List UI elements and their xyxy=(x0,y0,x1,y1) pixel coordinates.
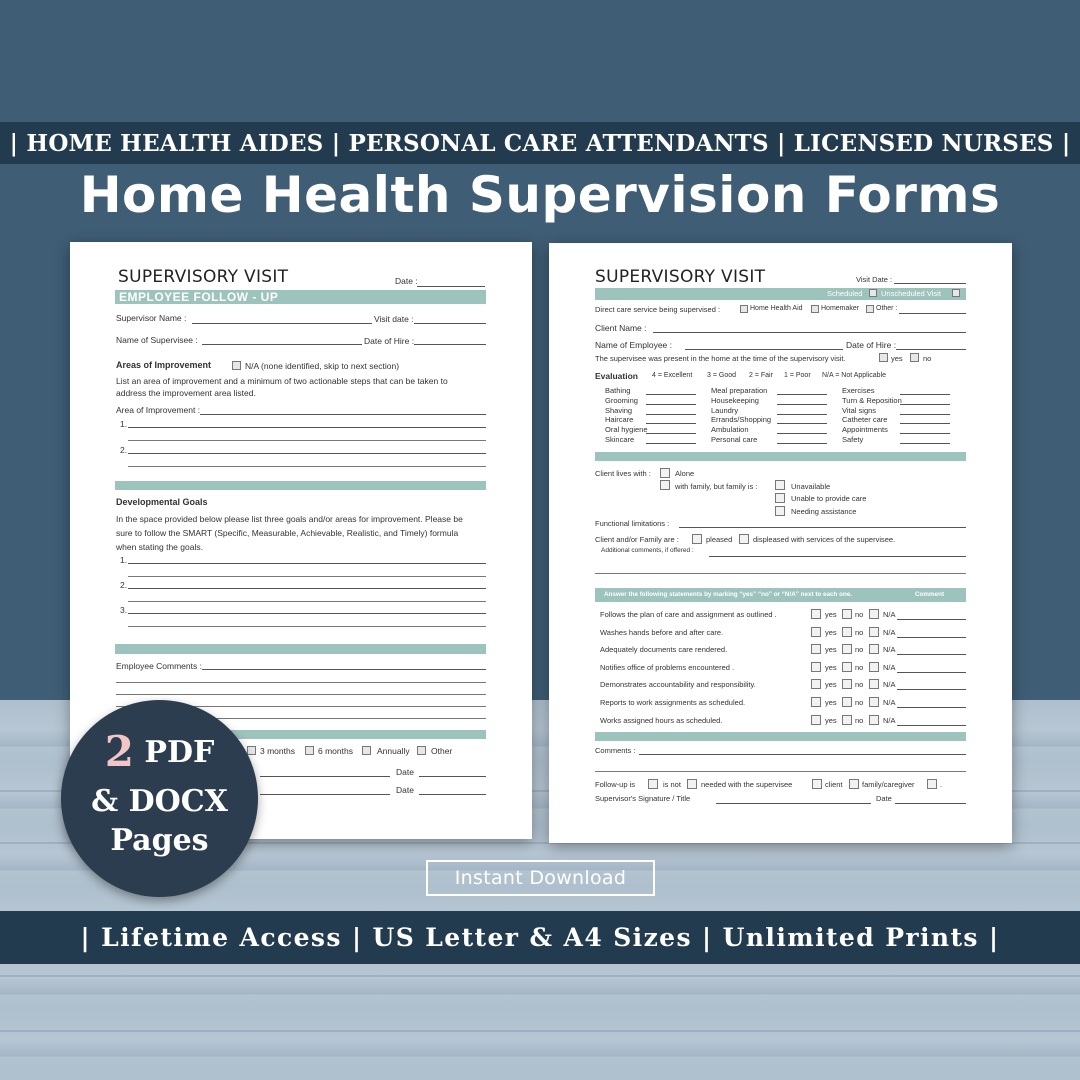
statement-comment-field[interactable] xyxy=(897,689,966,690)
badge-line-2: & DOCX xyxy=(91,784,228,819)
evaluation-item: Personal care xyxy=(711,435,758,444)
evaluation-rating-field[interactable] xyxy=(777,423,827,424)
evaluation-heading: Evaluation xyxy=(595,371,638,381)
date-hire-field[interactable] xyxy=(896,349,966,350)
hha-label: Home Health Aid xyxy=(750,305,803,312)
evaluation-rating-field[interactable] xyxy=(646,423,696,424)
present-no-label: no xyxy=(923,354,932,363)
goal-1-field[interactable] xyxy=(128,563,486,564)
band-title: EMPLOYEE FOLLOW - UP xyxy=(119,290,279,304)
additional-field[interactable] xyxy=(709,556,966,557)
areas-na-label: N/A (none identified, skip to next section) xyxy=(245,361,400,371)
other-field[interactable] xyxy=(899,313,966,314)
areas-instructions: address the improvement area listed. xyxy=(116,388,256,398)
badge-pdf: PDF xyxy=(144,735,215,770)
visit-date-label: Visit Date : xyxy=(856,275,893,284)
statement-text: Washes hands before and after care. xyxy=(600,627,724,637)
statement-no-checkbox[interactable] xyxy=(842,609,852,619)
statement-na-checkbox[interactable] xyxy=(869,697,879,707)
client-name-field[interactable] xyxy=(653,332,966,333)
area-step-1-field[interactable] xyxy=(128,427,486,428)
needed-label: needed with the supervisee xyxy=(701,780,793,789)
followup-label: Follow-up is xyxy=(595,780,636,789)
evaluation-rating-field[interactable] xyxy=(646,394,696,395)
statement-na-checkbox[interactable] xyxy=(869,715,879,725)
statement-comment-field[interactable] xyxy=(897,672,966,673)
freq-3-months-label: 3 months xyxy=(260,746,295,756)
hha-checkbox[interactable] xyxy=(740,305,748,313)
additional-line[interactable] xyxy=(595,573,966,574)
date-field[interactable] xyxy=(417,286,485,287)
date-label: Date : xyxy=(395,276,418,286)
evaluation-item: Housekeeping xyxy=(711,395,759,405)
statement-na-label: N/A xyxy=(883,715,896,725)
item-number: 1. xyxy=(120,419,128,429)
evaluation-rating-field[interactable] xyxy=(777,433,827,434)
bottom-banner-text: | Lifetime Access | US Letter & A4 Sizes | Unlimited Prints | xyxy=(80,923,1000,952)
is-not-checkbox[interactable] xyxy=(687,779,697,789)
divider-band xyxy=(115,481,486,490)
statement-no-checkbox[interactable] xyxy=(842,679,852,689)
statement-text: Reports to work assignments as scheduled. xyxy=(600,698,746,707)
statement-no-label: no xyxy=(855,627,864,637)
freq-other-checkbox[interactable] xyxy=(417,746,426,755)
statement-yes-checkbox[interactable] xyxy=(811,679,821,689)
alone-label: Alone xyxy=(675,469,695,478)
additional-label: Additional comments, if offered : xyxy=(601,547,694,554)
statement-text: Works assigned hours as scheduled. xyxy=(600,715,723,725)
other-checkbox[interactable] xyxy=(866,305,874,313)
followup-is-checkbox[interactable] xyxy=(648,779,658,789)
pleased-label: pleased xyxy=(706,535,733,544)
unavailable-checkbox[interactable] xyxy=(775,480,785,490)
date-hire-label: Date of Hire : xyxy=(846,340,897,350)
headline: Home Health Supervision Forms xyxy=(79,166,1001,224)
scheduled-label: Scheduled xyxy=(827,289,863,298)
supervisor-name-field[interactable] xyxy=(192,323,372,324)
comment-header: Comment xyxy=(915,591,945,598)
item-number: 2. xyxy=(120,445,128,455)
date-label: Date xyxy=(396,767,414,777)
evaluation-item: Bathing xyxy=(605,386,631,395)
with-family-label: with family, but family is : xyxy=(675,482,758,491)
scale-excellent: 4 = Excellent xyxy=(652,372,693,379)
statement-yes-label: yes xyxy=(825,680,837,690)
statement-comment-field[interactable] xyxy=(897,637,966,638)
evaluation-rating-field[interactable] xyxy=(646,414,696,415)
signature-field[interactable] xyxy=(260,776,390,777)
date-hire-label: Date of Hire : xyxy=(364,336,415,346)
evaluation-item: Safety xyxy=(842,435,864,444)
goal-3-line[interactable] xyxy=(128,626,486,627)
date-label: Date xyxy=(876,794,892,803)
dev-instructions: In the space provided below please list three goals and/or areas for improvement. Please be xyxy=(116,514,463,524)
other-label: Other : xyxy=(876,305,898,312)
goal-2-line[interactable] xyxy=(128,601,486,602)
needing-checkbox[interactable] xyxy=(775,506,785,516)
freq-annually-checkbox[interactable] xyxy=(362,746,371,755)
scale-fair: 2 = Fair xyxy=(749,372,773,379)
statement-comment-field[interactable] xyxy=(897,725,966,726)
evaluation-item: Errands/Shopping xyxy=(711,415,772,425)
evaluation-rating-field[interactable] xyxy=(900,404,950,405)
top-banner xyxy=(0,122,1080,164)
client-label: client xyxy=(825,780,843,789)
freq-6-months-label: 6 months xyxy=(318,746,353,756)
wood-plank-line xyxy=(0,1030,1080,1032)
present-yes-checkbox[interactable] xyxy=(879,353,888,362)
area-step-2-line[interactable] xyxy=(128,466,486,467)
dev-goals-heading: Developmental Goals xyxy=(116,497,208,507)
family-label: family/caregiver xyxy=(862,780,915,789)
date-field[interactable] xyxy=(419,776,486,777)
statement-na-checkbox[interactable] xyxy=(869,609,879,619)
employee-name-field[interactable] xyxy=(685,349,843,350)
scale-good: 3 = Good xyxy=(707,372,736,379)
area-step-2-field[interactable] xyxy=(128,453,486,454)
dev-instructions: sure to follow the SMART (Specific, Measurable, Achievable, Realistic, and Timely) formula xyxy=(116,528,459,538)
areas-instructions: List an area of improvement and a minimum of two actionable steps that can be taken to xyxy=(116,376,448,386)
statement-text: Demonstrates accountability and responsibility. xyxy=(600,680,756,690)
supervisee-name-field[interactable] xyxy=(202,344,362,345)
item-number: 3. xyxy=(120,605,128,615)
statement-no-checkbox[interactable] xyxy=(842,715,852,725)
statement-na-label: N/A xyxy=(883,645,896,655)
signature-field[interactable] xyxy=(260,794,390,795)
statement-no-label: no xyxy=(855,645,864,655)
unavailable-label: Unavailable xyxy=(791,482,831,491)
statement-text: Notifies office of problems encountered . xyxy=(600,662,735,672)
date-field[interactable] xyxy=(419,794,486,795)
evaluation-rating-field[interactable] xyxy=(646,443,696,444)
evaluation-item: Appointments xyxy=(842,425,888,435)
displeased-checkbox[interactable] xyxy=(739,534,749,544)
statement-yes-checkbox[interactable] xyxy=(811,627,821,637)
evaluation-item: Laundry xyxy=(711,405,739,415)
scheduled-checkbox[interactable] xyxy=(869,289,877,297)
goal-1-line[interactable] xyxy=(128,576,486,577)
evaluation-item: Grooming xyxy=(605,395,638,405)
employee-comments-label: Employee Comments : xyxy=(116,661,202,671)
statement-na-checkbox[interactable] xyxy=(869,662,879,672)
statement-comment-field[interactable] xyxy=(897,619,966,620)
evaluation-item: Haircare xyxy=(605,415,634,425)
date-field[interactable] xyxy=(895,803,966,804)
alone-checkbox[interactable] xyxy=(660,468,670,478)
evaluation-item: Vital signs xyxy=(842,405,877,415)
statement-na-label: N/A xyxy=(883,627,896,637)
section-band xyxy=(115,290,486,304)
divider-band xyxy=(595,452,966,461)
statement-no-checkbox[interactable] xyxy=(842,662,852,672)
present-yes-label: yes xyxy=(891,354,903,363)
statement-text: Follows the plan of care and assignment as outlined . xyxy=(600,610,777,619)
area-field[interactable] xyxy=(200,414,486,415)
statement-yes-checkbox[interactable] xyxy=(811,644,821,654)
visit-date-field[interactable] xyxy=(894,283,966,284)
item-number: 1. xyxy=(120,555,128,565)
freq-other-label: Other xyxy=(431,746,453,756)
statement-no-checkbox[interactable] xyxy=(842,697,852,707)
evaluation-rating-field[interactable] xyxy=(777,443,827,444)
comments-label: Comments : xyxy=(595,746,636,755)
statements-header: Answer the following statements by marking “yes” “no” or “N/A” next to each one. xyxy=(604,591,853,598)
scale-na: N/A = Not Applicable xyxy=(822,372,887,379)
client-family-label: Client and/or Family are : xyxy=(595,535,679,544)
visit-date-label: Visit date : xyxy=(374,314,414,324)
comments-line[interactable] xyxy=(116,694,486,695)
employee-name-label: Name of Employee : xyxy=(595,340,673,350)
evaluation-rating-field[interactable] xyxy=(900,443,950,444)
evaluation-rating-field[interactable] xyxy=(900,394,950,395)
statement-na-checkbox[interactable] xyxy=(869,627,879,637)
statement-na-checkbox[interactable] xyxy=(869,679,879,689)
statement-yes-label: yes xyxy=(825,610,837,619)
page-title: SUPERVISORY VISIT xyxy=(595,267,766,287)
statement-yes-label: yes xyxy=(825,627,837,637)
goal-3-field[interactable] xyxy=(128,613,486,614)
badge-number: 2 xyxy=(104,727,134,776)
needing-label: Needing assistance xyxy=(791,507,857,516)
statement-text: Adequately documents care rendered. xyxy=(600,645,728,655)
page-title: SUPERVISORY VISIT xyxy=(118,267,289,287)
area-step-1-line[interactable] xyxy=(128,440,486,441)
statement-yes-checkbox[interactable] xyxy=(811,609,821,619)
evaluation-rating-field[interactable] xyxy=(900,423,950,424)
evaluation-rating-field[interactable] xyxy=(777,394,827,395)
form-page-supervisory-visit xyxy=(549,243,1012,843)
pleased-checkbox[interactable] xyxy=(692,534,702,544)
statement-no-checkbox[interactable] xyxy=(842,644,852,654)
statement-no-label: no xyxy=(855,680,864,690)
supervisor-name-label: Supervisor Name : xyxy=(116,313,187,323)
badge-line-1 xyxy=(61,727,258,776)
dev-instructions: when stating the goals. xyxy=(116,542,203,552)
freq-6-months-checkbox[interactable] xyxy=(305,746,314,755)
areas-na-checkbox[interactable] xyxy=(232,361,241,370)
statement-na-checkbox[interactable] xyxy=(869,644,879,654)
present-no-checkbox[interactable] xyxy=(910,353,919,362)
statement-no-label: no xyxy=(855,610,864,619)
supervisee-name-label: Name of Supervisee : xyxy=(116,335,198,345)
statement-yes-checkbox[interactable] xyxy=(811,715,821,725)
bottom-banner xyxy=(0,911,1080,964)
statement-na-label: N/A xyxy=(883,698,896,707)
date-hire-field[interactable] xyxy=(414,344,486,345)
signature-label: Supervisor's Signature / Title xyxy=(595,794,691,803)
statement-comment-field[interactable] xyxy=(897,654,966,655)
signature-field[interactable] xyxy=(716,803,871,804)
unscheduled-checkbox[interactable] xyxy=(952,289,960,297)
homemaker-label: Homemaker xyxy=(821,305,860,312)
statement-comment-field[interactable] xyxy=(897,707,966,708)
statement-na-label: N/A xyxy=(883,662,896,672)
date-label: Date xyxy=(396,785,414,795)
evaluation-item: Turn & Reposition xyxy=(842,395,902,405)
area-label: Area of Improvement : xyxy=(116,405,201,415)
freq-annually-label: Annually xyxy=(377,746,410,756)
displeased-label: displeased with services of the supervisee. xyxy=(753,535,896,544)
evaluation-item: Ambulation xyxy=(711,425,749,435)
functional-label: Functional limitations : xyxy=(595,519,670,528)
statement-na-label: N/A xyxy=(883,680,896,690)
pdf-docx-badge xyxy=(61,700,258,897)
instant-download-label: Instant Download xyxy=(426,860,655,896)
client-checkbox[interactable] xyxy=(812,779,822,789)
comments-line[interactable] xyxy=(116,682,486,683)
homemaker-checkbox[interactable] xyxy=(811,305,819,313)
top-banner-text: | HOME HEALTH AIDES | PERSONAL CARE ATTENDANTS | LICENSED NURSES | xyxy=(9,129,1071,157)
employee-comments-field[interactable] xyxy=(202,669,486,670)
statement-yes-label: yes xyxy=(825,715,837,725)
goal-2-field[interactable] xyxy=(128,588,486,589)
statement-no-label: no xyxy=(855,698,864,707)
statement-yes-checkbox[interactable] xyxy=(811,662,821,672)
caregiver-checkbox[interactable] xyxy=(927,779,937,789)
evaluation-item: Oral hygiene xyxy=(605,425,648,435)
unscheduled-label: Unscheduled Visit xyxy=(881,289,941,298)
scale-poor: 1 = Poor xyxy=(784,372,811,379)
unable-checkbox[interactable] xyxy=(775,493,785,503)
divider-band xyxy=(115,644,486,654)
family-checkbox[interactable] xyxy=(849,779,859,789)
item-number: 2. xyxy=(120,580,128,590)
comments-line[interactable] xyxy=(595,771,966,772)
evaluation-rating-field[interactable] xyxy=(900,433,950,434)
statement-yes-checkbox[interactable] xyxy=(811,697,821,707)
client-lives-label: Client lives with : xyxy=(595,469,651,478)
statement-yes-label: yes xyxy=(825,645,837,655)
evaluation-item: Meal preparation xyxy=(711,386,768,395)
statement-yes-label: yes xyxy=(825,662,837,672)
evaluation-rating-field[interactable] xyxy=(646,433,696,434)
wood-plank-line xyxy=(0,975,1080,977)
evaluation-item: Skincare xyxy=(605,435,635,444)
evaluation-rating-field[interactable] xyxy=(777,404,827,405)
statement-no-label: no xyxy=(855,715,864,725)
areas-heading: Areas of Improvement xyxy=(116,360,212,370)
evaluation-rating-field[interactable] xyxy=(777,414,827,415)
statement-no-label: no xyxy=(855,662,864,672)
evaluation-item: Exercises xyxy=(842,386,875,395)
statement-no-checkbox[interactable] xyxy=(842,627,852,637)
statement-yes-label: yes xyxy=(825,698,837,707)
present-statement: The supervisee was present in the home at the time of the supervisory visit. xyxy=(595,354,846,363)
with-family-checkbox[interactable] xyxy=(660,480,670,490)
direct-care-label: Direct care service being supervised : xyxy=(595,305,721,314)
evaluation-rating-field[interactable] xyxy=(900,414,950,415)
statement-na-label: N/A xyxy=(883,610,896,619)
evaluation-item: Catheter care xyxy=(842,415,888,425)
unable-label: Unable to provide care xyxy=(791,494,867,503)
evaluation-item: Shaving xyxy=(605,405,633,415)
period: . xyxy=(940,780,943,789)
divider-band xyxy=(595,732,966,741)
badge-line-3: Pages xyxy=(110,823,209,858)
client-name-label: Client Name : xyxy=(595,323,647,333)
comments-field[interactable] xyxy=(639,754,966,755)
functional-field[interactable] xyxy=(679,527,966,528)
evaluation-rating-field[interactable] xyxy=(646,404,696,405)
is-not-label: is not xyxy=(663,780,681,789)
visit-date-field[interactable] xyxy=(414,323,486,324)
